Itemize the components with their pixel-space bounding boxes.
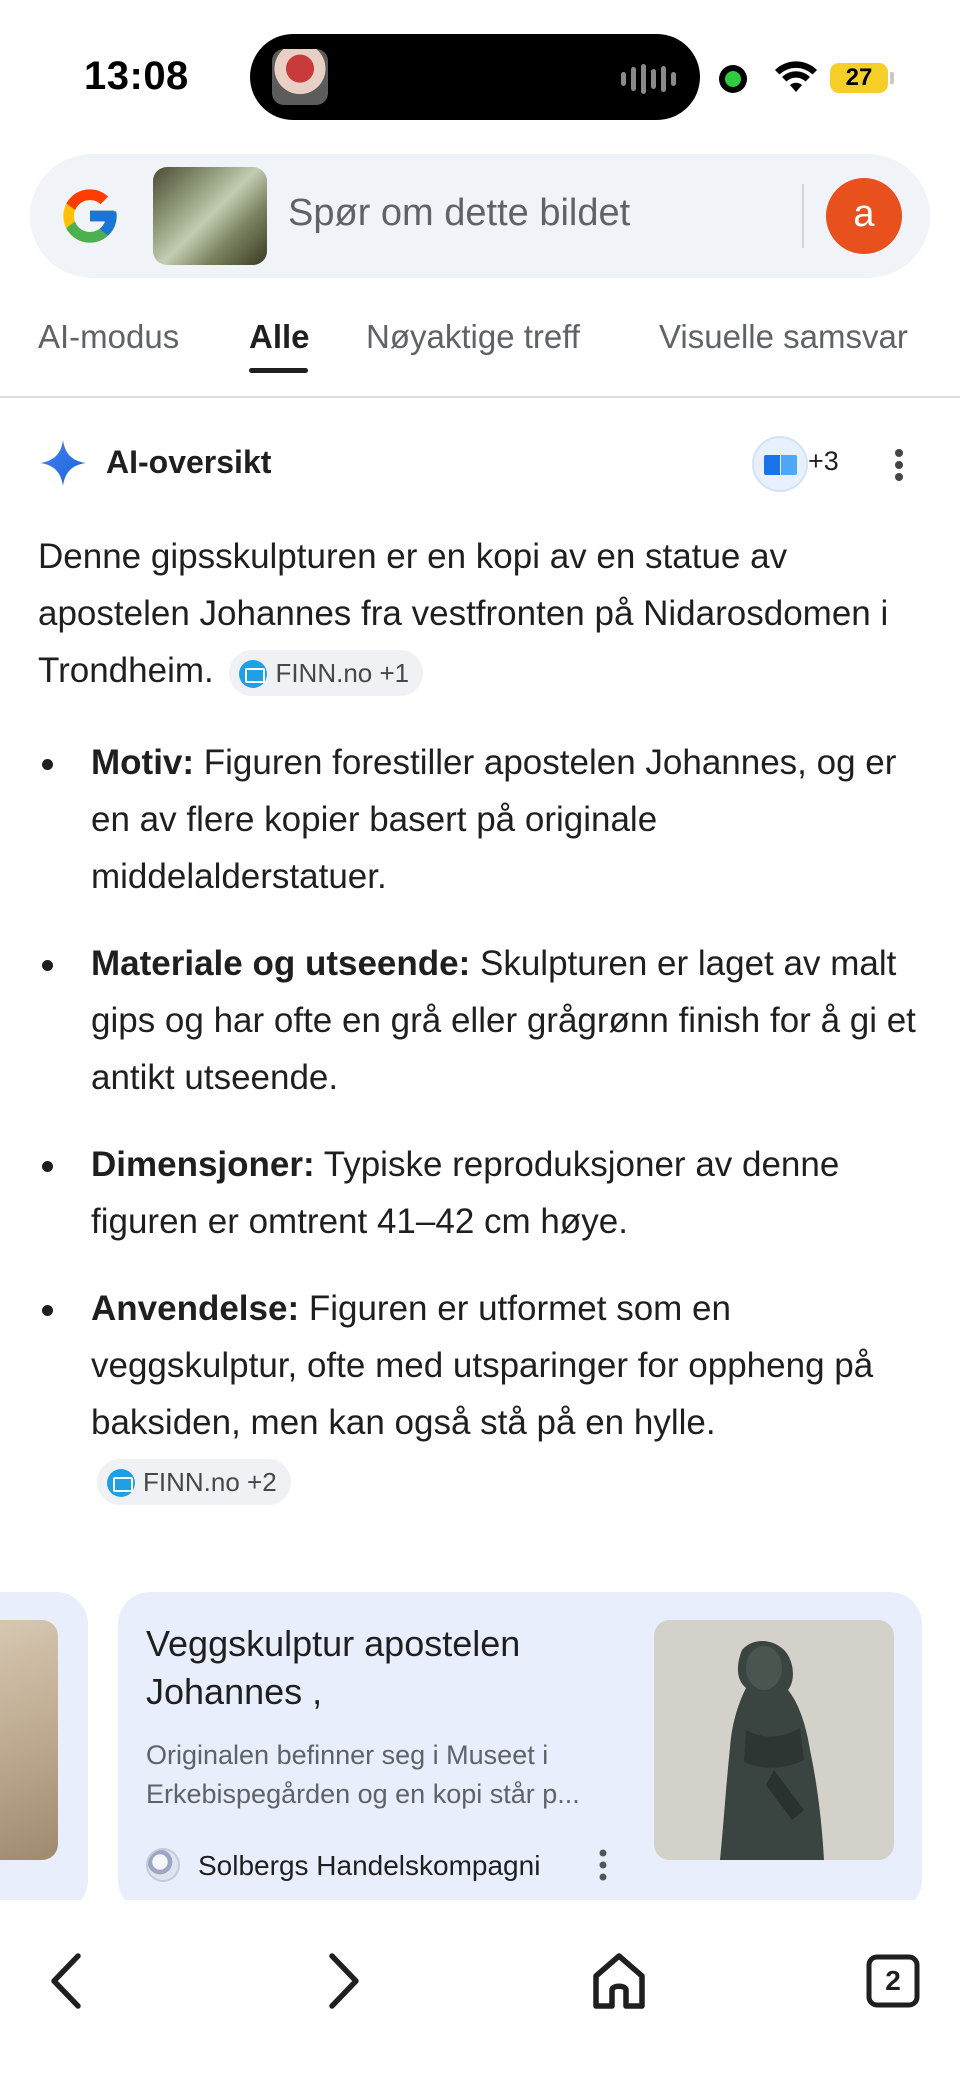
bullet-item — [38, 1136, 918, 1250]
more-options-icon[interactable] — [894, 448, 904, 482]
ai-overview-bullets — [38, 734, 918, 1538]
bullet-item — [38, 1280, 918, 1508]
battery-level: 27 — [845, 64, 873, 91]
previous-result-card[interactable] — [0, 1592, 88, 1912]
citation-label: FINN.no +2 — [143, 1466, 277, 1497]
sources-count[interactable]: +3 — [808, 446, 839, 476]
battery-tip — [890, 72, 894, 84]
bullet-term: Materiale og utseende: — [91, 944, 471, 983]
citation-chip[interactable] — [97, 1459, 291, 1505]
search-bar[interactable] — [30, 154, 930, 278]
active-tab-indicator — [249, 368, 308, 373]
bullet-text: Typiske reproduksjoner av denne figuren er omtrent 41–42 cm høye. — [91, 1145, 840, 1241]
previous-result-image — [0, 1620, 58, 1860]
sources-icon[interactable] — [752, 436, 808, 492]
ai-overview-intro — [38, 528, 918, 699]
globe-favicon-icon — [146, 1848, 180, 1882]
bullet-term: Dimensjoner: — [91, 1145, 315, 1184]
result-image-statue[interactable] — [654, 1620, 894, 1860]
audio-waveform-icon — [621, 64, 676, 94]
tab-exact-matches[interactable]: Nøyaktige treff — [366, 318, 580, 355]
camera-in-use-indicator-icon — [719, 65, 747, 93]
tab-count: 2 — [885, 1965, 901, 1996]
ai-overview-header — [38, 436, 928, 492]
dynamic-island[interactable] — [250, 34, 700, 120]
status-time: 13:08 — [84, 54, 189, 98]
search-tabs — [0, 300, 960, 398]
citation-label: FINN.no +1 — [275, 657, 410, 688]
result-more-options-icon[interactable] — [598, 1848, 608, 1882]
bottom-navigation — [0, 1900, 960, 2087]
tab-ai-mode[interactable]: AI-modus — [38, 318, 180, 355]
finn-favicon-icon — [239, 660, 267, 688]
wifi-icon — [774, 60, 818, 94]
result-title[interactable]: Veggskulptur apostelen Johannes , — [146, 1623, 521, 1712]
intro-text: Denne gipsskulpturen er en kopi av en statue av apostelen Johannes fra vestfronten på Nidarosdomen i Trondheim. — [38, 537, 889, 690]
bullet-text: Figuren forestiller apostelen Johannes, og er en av flere kopier basert på originale middelalderstatuer. — [91, 743, 897, 896]
ai-sparkle-icon — [38, 438, 88, 488]
ai-overview-title: AI-oversikt — [106, 444, 272, 480]
finn-favicon-icon — [107, 1469, 135, 1497]
result-source: Solbergs Handelskompagni — [198, 1850, 541, 1881]
snippet-line: Originalen befinner seg i Museet i — [146, 1740, 549, 1770]
search-input[interactable]: Spør om dette bildet — [288, 192, 631, 234]
tab-all[interactable]: Alle — [249, 318, 310, 355]
tabs-switcher-button[interactable] — [858, 1946, 928, 2016]
result-card[interactable] — [118, 1592, 922, 1912]
result-snippet — [146, 1736, 636, 1814]
search-divider — [802, 184, 804, 248]
bullet-term: Motiv: — [91, 743, 195, 782]
back-icon[interactable] — [34, 1946, 104, 2016]
bullet-item — [38, 734, 918, 905]
status-bar — [0, 0, 960, 150]
query-image-thumbnail[interactable] — [153, 167, 267, 265]
bullet-text: Skulpturen er laget av malt gips og har ofte en grå eller grågrønn finish for å gi et antikt utseende. — [91, 944, 916, 1097]
bullet-term: Anvendelse: — [91, 1289, 300, 1328]
snippet-line: Erkebispegården og en kopi står p... — [146, 1779, 580, 1809]
google-logo-icon[interactable] — [58, 184, 122, 248]
bullet-text: Figuren er utformet som en veggskulptur, ofte med utsparinger for oppheng på baksiden, men kan også stå på en hylle. — [91, 1289, 874, 1442]
forward-icon[interactable] — [306, 1946, 376, 2016]
home-icon[interactable] — [584, 1946, 654, 2016]
tab-visual-matches[interactable]: Visuelle samsvar — [659, 318, 908, 355]
citation-chip[interactable] — [229, 650, 423, 696]
bullet-item — [38, 935, 918, 1106]
now-playing-artwork — [272, 49, 328, 105]
account-avatar[interactable]: a — [826, 178, 902, 254]
